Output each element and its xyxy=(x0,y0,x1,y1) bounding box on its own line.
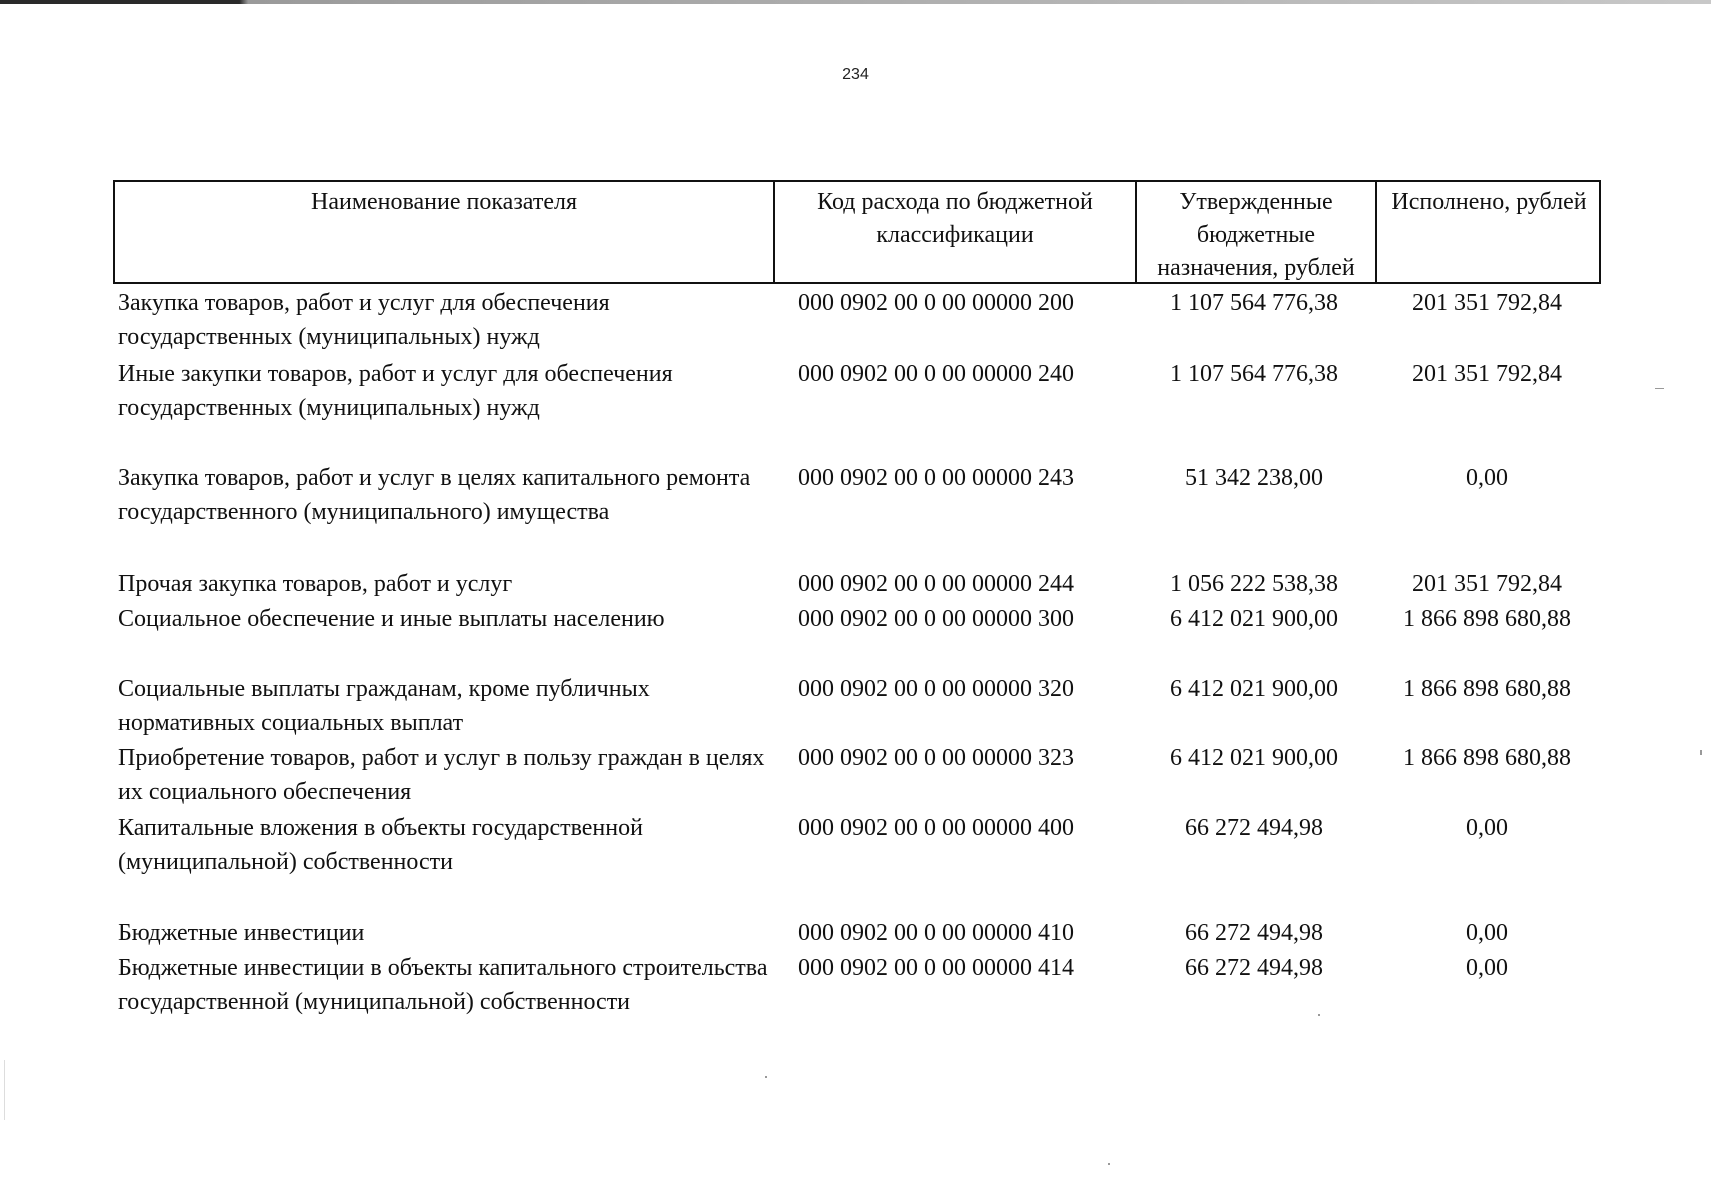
row-executed: 0,00 xyxy=(1466,465,1508,491)
scan-speck xyxy=(765,1076,767,1078)
row-name: Приобретение товаров, работ и услуг в пользу граждан в целях их социального обеспечения xyxy=(118,745,765,805)
scan-speck xyxy=(1108,1163,1110,1165)
scan-speck xyxy=(1700,750,1702,755)
row-code: 000 0902 00 0 00 00000 243 xyxy=(798,465,1074,491)
scan-speck xyxy=(1318,1014,1320,1016)
scan-speck xyxy=(4,1060,5,1120)
row-code: 000 0902 00 0 00 00000 400 xyxy=(798,815,1074,841)
row-code: 000 0902 00 0 00 00000 200 xyxy=(798,290,1074,316)
row-approved: 1 107 564 776,38 xyxy=(1170,361,1338,387)
row-name: Бюджетные инвестиции xyxy=(118,920,365,946)
row-name: Бюджетные инвестиции в объекты капитального строительства государственной (муниципальной) собственности xyxy=(118,955,768,1015)
row-executed: 201 351 792,84 xyxy=(1412,571,1562,597)
row-name: Социальное обеспечение и иные выплаты населению xyxy=(118,606,665,632)
scan-speck xyxy=(1655,388,1664,389)
row-approved: 66 272 494,98 xyxy=(1185,920,1323,946)
header-approved: Утвержденные бюджетные назначения, рублей xyxy=(1157,189,1355,281)
row-executed: 1 866 898 680,88 xyxy=(1403,676,1571,702)
row-executed: 1 866 898 680,88 xyxy=(1403,745,1571,771)
row-approved: 6 412 021 900,00 xyxy=(1170,606,1338,632)
header-code: Код расхода по бюджетной классификации xyxy=(817,189,1093,248)
page-number: 234 xyxy=(842,66,869,83)
row-executed: 1 866 898 680,88 xyxy=(1403,606,1571,632)
row-code: 000 0902 00 0 00 00000 244 xyxy=(798,571,1074,597)
row-code: 000 0902 00 0 00 00000 414 xyxy=(798,955,1074,981)
row-executed: 0,00 xyxy=(1466,815,1508,841)
row-executed: 0,00 xyxy=(1466,920,1508,946)
row-code: 000 0902 00 0 00 00000 300 xyxy=(798,606,1074,632)
row-approved: 1 107 564 776,38 xyxy=(1170,290,1338,316)
row-approved: 6 412 021 900,00 xyxy=(1170,676,1338,702)
row-executed: 201 351 792,84 xyxy=(1412,361,1562,387)
row-name: Капитальные вложения в объекты государственной (муниципальной) собственности xyxy=(118,815,643,875)
row-code: 000 0902 00 0 00 00000 323 xyxy=(798,745,1074,771)
row-approved: 1 056 222 538,38 xyxy=(1170,571,1338,597)
row-approved: 6 412 021 900,00 xyxy=(1170,745,1338,771)
row-executed: 0,00 xyxy=(1466,955,1508,981)
row-approved: 51 342 238,00 xyxy=(1185,465,1323,491)
header-name: Наименование показателя xyxy=(311,189,577,215)
row-code: 000 0902 00 0 00 00000 410 xyxy=(798,920,1074,946)
row-approved: 66 272 494,98 xyxy=(1185,955,1323,981)
table-header xyxy=(113,180,1601,284)
row-name: Закупка товаров, работ и услуг в целях капитального ремонта государственного (муниципального) имущества xyxy=(118,465,751,525)
row-approved: 66 272 494,98 xyxy=(1185,815,1323,841)
row-name: Иные закупки товаров, работ и услуг для обеспечения государственных (муниципальных) нужд xyxy=(118,361,673,421)
row-name: Социальные выплаты гражданам, кроме публичных нормативных социальных выплат xyxy=(118,676,650,736)
row-name: Закупка товаров, работ и услуг для обеспечения государственных (муниципальных) нужд xyxy=(118,290,610,350)
row-executed: 201 351 792,84 xyxy=(1412,290,1562,316)
row-code: 000 0902 00 0 00 00000 320 xyxy=(798,676,1074,702)
scan-edge xyxy=(0,0,1711,4)
row-name: Прочая закупка товаров, работ и услуг xyxy=(118,571,513,597)
row-code: 000 0902 00 0 00 00000 240 xyxy=(798,361,1074,387)
header-executed: Исполнено, рублей xyxy=(1391,189,1587,215)
